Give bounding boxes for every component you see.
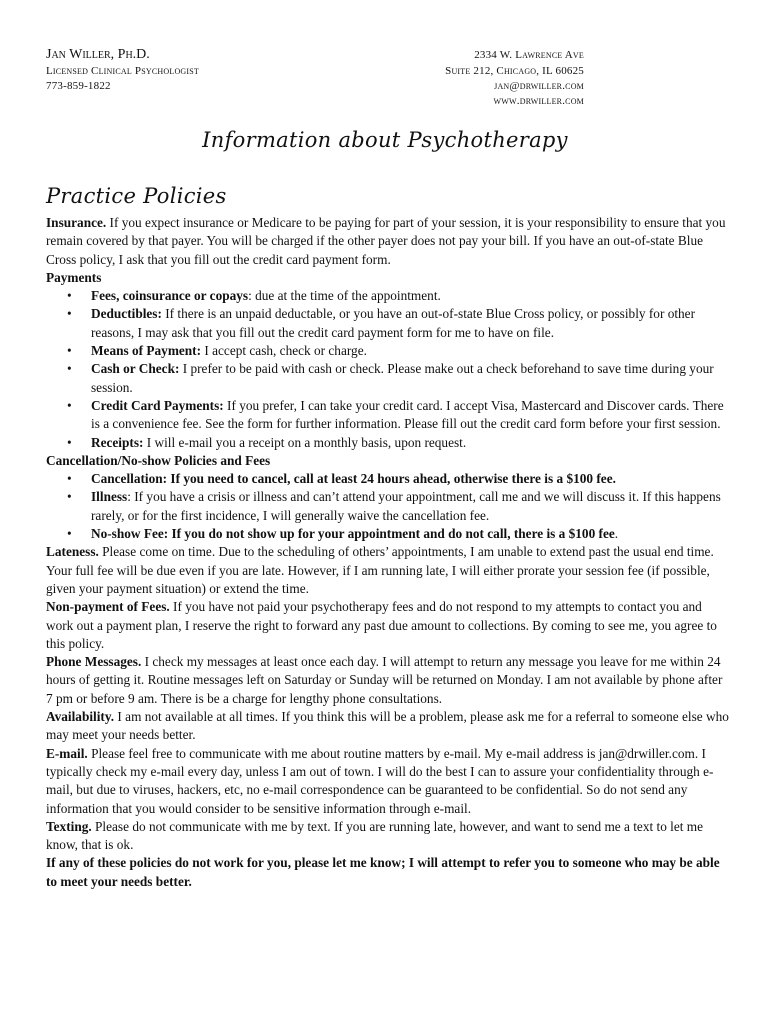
payments-list	[46, 287, 730, 452]
item-label: Cancellation: If you need to cancel, call at least 24 hours ahead, otherwise there is a $100 fee.	[91, 471, 616, 487]
item-text: : If you have a crisis or illness and can’t attend your appointment, call me and we will discuss it. If this happens rarely, or for the first incidence, I will generally waive the cancellation fee.	[91, 489, 721, 523]
item-text: I will e-mail you a receipt on a monthly basis, upon request.	[143, 434, 467, 450]
item-text: .	[614, 526, 619, 542]
paragraph-label: Non-payment of Fees.	[46, 599, 170, 615]
address-line-1: 2334 W. Lawrence Ave	[474, 49, 584, 61]
document-title: Information about Psychotherapy	[202, 128, 568, 152]
item-text: If there is an unpaid deductable, or you have an out-of-state Blue Cross policy, or possibly for other reasons, I may ask that you fill out the credit card payment form for me to have on file.	[91, 306, 696, 340]
closing-statement	[46, 854, 730, 891]
item-label: Receipts:	[91, 434, 144, 450]
contact-email: jan@drwiller.com	[494, 80, 584, 92]
item-label: Cash or Check:	[91, 361, 180, 377]
list-item	[46, 470, 730, 488]
item-text: I prefer to be paid with cash or check. Please make out a check beforehand to save time during your session.	[91, 361, 714, 395]
section-title: Practice Policies	[46, 184, 227, 208]
item-label: Fees, coinsurance or copays	[91, 288, 249, 304]
item-text: I accept cash, check or charge.	[201, 343, 367, 359]
insurance-label: Insurance.	[46, 215, 107, 230]
item-label: Means of Payment:	[91, 343, 202, 359]
texting-paragraph	[46, 818, 730, 855]
list-item	[46, 360, 730, 397]
paragraph-text: If you have not paid your psychotherapy fees and do not respond to my attempts to contact you and work out a payment plan, I reserve the right to forward any past due amount to collections. By coming to see me, you agree to this policy.	[46, 599, 717, 651]
item-label: No-show Fee: If you do not show up for your appointment and do not call, there is a $100 fee	[91, 526, 615, 542]
practitioner-name: Jan Willer, Ph.D.	[46, 47, 150, 62]
practitioner-title: Licensed Clinical Psychologist	[46, 65, 200, 77]
list-item	[46, 397, 730, 434]
list-item	[46, 525, 730, 543]
paragraph-label: Availability.	[46, 709, 115, 725]
insurance-paragraph	[46, 214, 730, 269]
cancellation-heading: Cancellation/No-show Policies and Fees	[46, 452, 271, 468]
paragraph-text: I am not available at all times. If you think this will be a problem, please ask me for a referral to someone else who may meet your needs better.	[46, 709, 729, 743]
list-item	[46, 434, 730, 452]
paragraph-label: Lateness.	[46, 544, 99, 560]
cancellation-list	[46, 470, 730, 543]
availability-paragraph	[46, 708, 730, 745]
paragraph-text: Please come on time. Due to the scheduling of others’ appointments, I am unable to extend past the usual end time. Your full fee will be due even if you are late. However, if I am running late, I will either prorate your session fee (if possible, given your payment situation) or extend the time.	[46, 544, 714, 596]
list-item	[46, 488, 730, 525]
phone-messages-paragraph	[46, 653, 730, 708]
paragraph-label: Phone Messages.	[46, 654, 142, 670]
letterhead-right	[445, 46, 584, 109]
payments-heading: Payments	[46, 269, 102, 285]
address-line-2: Suite 212, Chicago, IL 60625	[445, 65, 584, 77]
paragraph-label: E-mail.	[46, 745, 88, 761]
item-label: Credit Card Payments:	[91, 397, 224, 413]
practitioner-phone: 773-859-1822	[46, 80, 111, 92]
email-paragraph	[46, 745, 730, 818]
policy-body	[46, 214, 730, 891]
paragraph-text: Please feel free to communicate with me about routine matters by e-mail. My e-mail address is jan@drwiller.com. I typically check my e-mail every day, unless I am out of town. I will do the best I can to assure your confidentiality through e-mail, but due to viruses, hackers, etc, no e-mail correspondence can be guaranteed to be confidential. So do not send any information that you would consider to be sensitive information through e-mail.	[46, 745, 714, 816]
lateness-paragraph	[46, 543, 730, 598]
insurance-text: If you expect insurance or Medicare to be paying for part of your session, it is your responsibility to ensure that you remain covered by that payer. You will be charged if the other payer does not pay your bill. If you have an out-of-state Blue Cross policy, I ask that you fill out the credit card payment form.	[46, 215, 726, 267]
item-label: Illness	[91, 489, 128, 505]
item-text: : due at the time of the appointment.	[248, 288, 441, 304]
paragraph-text: Please do not communicate with me by text. If you are running late, however, and want to send me a text to let me know, that is ok.	[46, 818, 704, 853]
letterhead-left	[46, 46, 199, 94]
closing-text: If any of these policies do not work for you, please let me know; I will attempt to refer you to someone who may be able to meet your needs better.	[46, 855, 720, 889]
paragraph-label: Texting.	[46, 818, 92, 834]
list-item	[46, 342, 730, 360]
list-item	[46, 305, 730, 342]
item-label: Deductibles:	[91, 306, 162, 322]
contact-website: www.drwiller.com	[493, 95, 584, 107]
paragraph-text: I check my messages at least once each day. I will attempt to return any message you leave for me within 24 hours of getting it. Routine messages left on Saturday or Sunday will be returned on Monday. I am not available by phone after 7 pm or before 9 am. There is be a charge for lengthy phone consultations.	[46, 654, 723, 706]
non-payment-paragraph	[46, 598, 730, 653]
list-item	[46, 287, 730, 305]
item-text: If you prefer, I can take your credit card. I accept Visa, Mastercard and Discover cards. There is a convenience fee. See the form for further information. Please fill out the credit card form before your first session.	[91, 397, 724, 432]
